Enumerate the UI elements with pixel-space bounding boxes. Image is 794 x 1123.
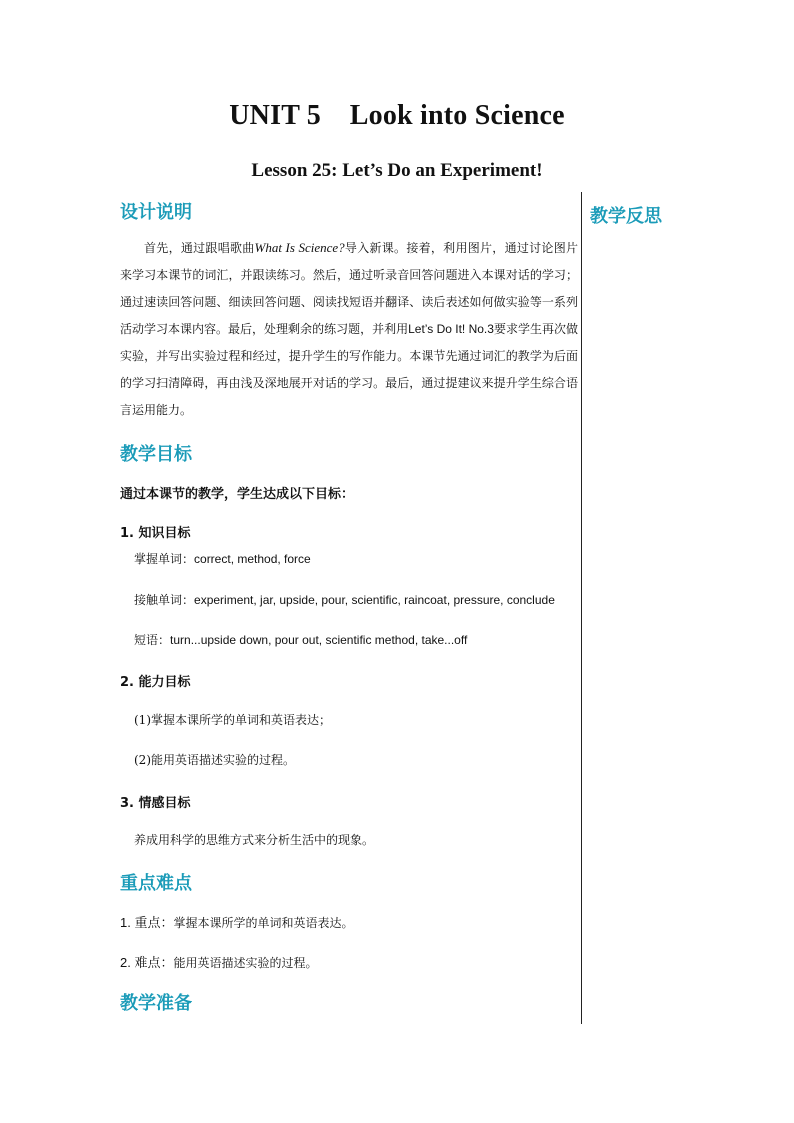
phrase-words: turn...upside down, pour out, scientific method, take...off	[170, 633, 468, 647]
design-text-1: 首先，通过跟唱歌曲	[144, 241, 255, 255]
design-text-2: 导入新课。接着，利用图片，通过讨论图片来学习本课节的词汇，并跟读练习。然后，通过听录音回答问题进入本课对话的学习；通过速读回答问题、细读回答问题、阅读找短语并翻译、读后表述如何做实验等一系列活动学习本课内容。最后，处理剩余的练习题，并利用	[120, 241, 578, 336]
prep-heading: 教学准备	[120, 993, 192, 1014]
design-heading: 设计说明	[120, 202, 192, 223]
song-title: What Is Science?	[254, 240, 345, 255]
design-paragraph	[120, 234, 578, 424]
master-label: 掌握单词：	[134, 552, 195, 566]
phrase-line	[134, 631, 467, 648]
column-divider	[581, 192, 582, 1024]
contact-words: experiment, jar, upside, pour, scientific, raincoat, pressure, conclude	[194, 593, 555, 607]
key-point-2-text: 能用英语描述实验的过程。	[173, 956, 318, 970]
contact-words-line	[134, 591, 555, 608]
emotion-heading: 3. 情感目标	[120, 796, 191, 811]
design-text-3: 要求学生再次做实验，并写出实验过程和经过，提升学生的写作能力。本课节先通过词汇的教学为后面的学习扫清障碍，再由浅及深地展开对话的学习。最后，通过提建议来提升学生综合语言运用能力。	[120, 322, 578, 417]
key-point-1	[120, 912, 353, 931]
ability-item-1: (1)掌握本课所学的单词和英语表达；	[134, 713, 331, 727]
emotion-item-1: 养成用科学的思维方式来分析生活中的现象。	[134, 833, 375, 847]
key-point-1-label: 1. 重点：	[120, 915, 174, 930]
phrase-label: 短语：	[134, 633, 171, 647]
key-point-2-label: 2. 难点：	[120, 955, 174, 970]
goals-heading: 教学目标	[120, 444, 192, 465]
keypoints-heading: 重点难点	[120, 873, 192, 894]
lesson-title: Lesson 25: Let’s Do an Experiment!	[251, 160, 543, 181]
master-words-line	[134, 550, 311, 567]
key-point-1-text: 掌握本课所学的单词和英语表达。	[173, 916, 354, 930]
master-words: correct, method, force	[194, 552, 311, 566]
contact-label: 接触单词：	[134, 593, 195, 607]
reflection-heading: 教学反思	[590, 206, 662, 227]
ability-heading: 2. 能力目标	[120, 675, 191, 690]
key-point-2	[120, 952, 317, 971]
knowledge-heading: 1. 知识目标	[120, 526, 191, 541]
goals-intro: 通过本课节的教学，学生达成以下目标：	[120, 487, 355, 502]
ability-item-2: (2)能用英语描述实验的过程。	[134, 753, 295, 767]
lets-do-it-ref: Let’s Do It! No.3	[408, 322, 494, 336]
unit-title: UNIT 5 Look into Science	[229, 100, 565, 131]
